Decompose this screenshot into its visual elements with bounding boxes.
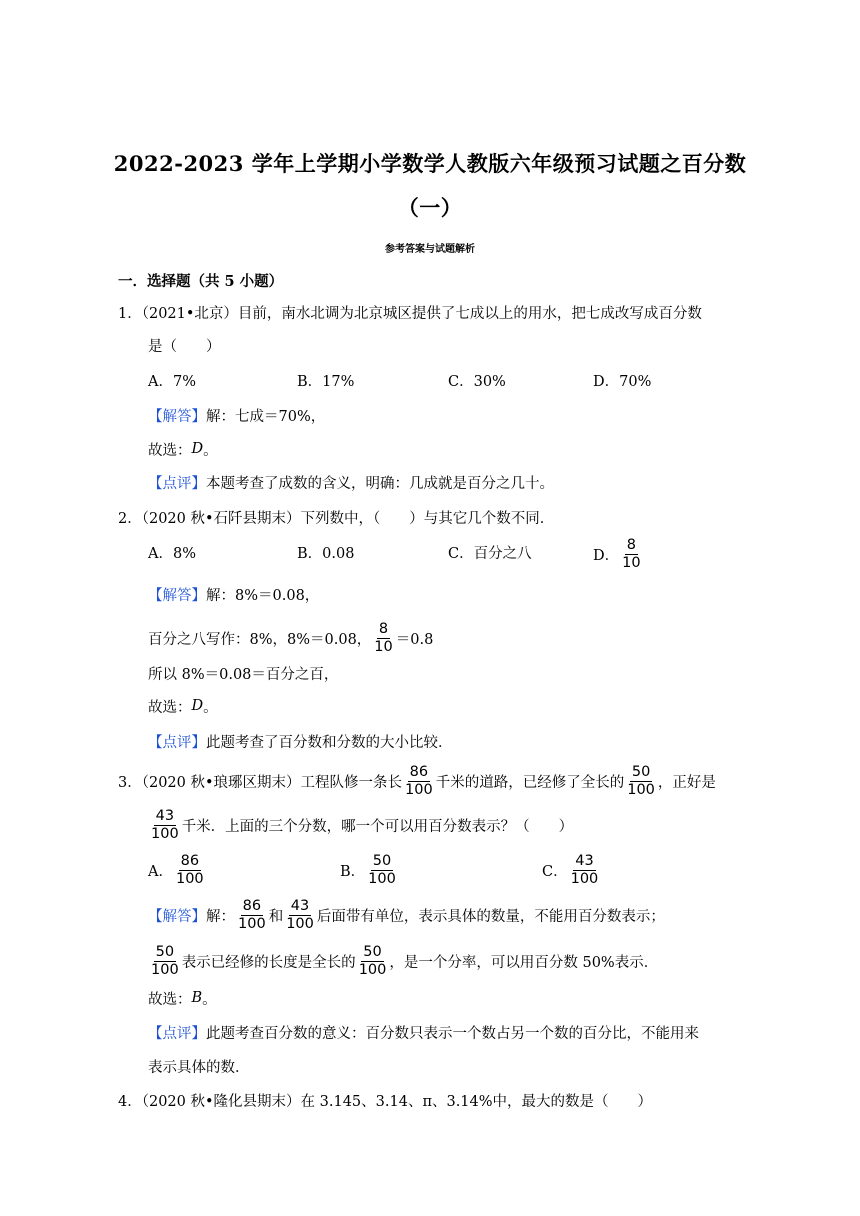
fraction: $\frac{50}{100}$ [358,943,387,978]
fraction: $\frac{50}{100}$ [151,943,179,978]
fraction: $\frac{43}{100}$ [570,852,599,887]
fraction: $\frac{43}{100}$ [286,897,314,932]
fraction: $\frac{86}{100}$ [238,897,266,932]
fraction: $\frac{86}{100}$ [405,763,433,798]
q3-option-b: B． $\frac{50}{100}$ [340,852,396,887]
document-title-line2: （一） [397,195,463,220]
q3-answer-line2: $\frac{50}{100}$ 表示已经修的长度是全长的 $\frac{50}{100}$ ，是一个分率，可以用百分数 50%表示． [151,943,659,978]
q3-comment-line1: 【点评】 此题考查百分数的意义：百分数只表示一个数占另一个数的百分比，不能用来 [148,1025,699,1042]
q2-option-b: B．0.08 [297,545,355,562]
fraction: $\frac{8}{10}$ [622,536,641,571]
q3-option-c: C． $\frac{43}{100}$ [542,852,599,887]
q1-option-a: A．7% [148,373,196,390]
q1-option-d: D．70% [593,373,652,390]
q1-comment: 【点评】 本题考查了成数的含义，明确：几成就是百分之几十。 [148,470,554,494]
fraction: $\frac{50}{100}$ [368,852,396,887]
fraction: $\frac{50}{100}$ [627,763,655,798]
q2-answer-line3: 所以 8%＝0.08＝百分之百， [148,666,339,683]
q3-choice: 故选： B 。 [148,990,217,1008]
q3-stem-line1: 3．（2020 秋•琅琊区期末）工程队修一条长 $\frac{86}{100}$ 千米的道路，已经修了全长的 $\frac{50}{100}$ ，正好是 [118,763,716,798]
q4-stem: 4．（2020 秋•隆化县期末）在 3.145、3.14、π、3.14%中，最大的数是（ ） [118,1093,653,1110]
q2-stem: 2．（2020 秋•石阡县期末）下列数中，（ ）与其它几个数不同． [118,510,555,527]
document-subtitle: 参考答案与试题解析 [385,244,475,255]
q1-option-c: C．30% [448,373,506,390]
q2-answer: 【解答】 解：8%＝0.08， [148,587,320,604]
q1-stem-line1: 1．（2021•北京）目前，南水北调为北京城区提供了七成以上的用水，把七成改写成百分数 [118,305,702,322]
q3-comment-line2: 表示具体的数． [148,1059,250,1076]
document-title: 2022-2023 学年上学期小学数学人教版六年级预习试题之百分数 [113,151,747,176]
q2-option-c: C．百分之八 [448,545,532,562]
fraction: $\frac{86}{100}$ [175,852,204,887]
q1-option-b: B．17% [297,373,355,390]
fraction: $\frac{8}{10}$ [374,620,393,655]
q3-stem-line2: $\frac{43}{100}$ 千米．上面的三个分数，哪一个可以用百分数表示？（ ） [151,807,574,842]
q1-choice: 故选： D 。 [148,441,218,459]
q2-comment: 【点评】 此题考查了百分数和分数的大小比较． [148,734,453,751]
q2-answer-line2: 百分之八写作：8%，8%＝0.08， $\frac{8}{10}$ ＝0.8 [148,620,434,655]
q1-stem-line2: 是（ ） [148,338,221,355]
answer-tag: 【解答】 [148,408,206,425]
q3-option-a: A． $\frac{86}{100}$ [148,852,204,887]
q2-option-d: D． $\frac{8}{10}$ [593,536,641,571]
q2-choice: 故选： D 。 [148,698,218,716]
comment-tag: 【点评】 [148,475,206,492]
q1-answer: 【解答】 解：七成＝70%， [148,403,325,427]
q3-answer-line1: 【解答】 解： $\frac{86}{100}$ 和 $\frac{43}{100}$ 后面带有单位，表示具体的数量，不能用百分数表示； [148,897,665,932]
fraction: $\frac{43}{100}$ [151,807,179,842]
q2-option-a: A．8% [148,545,196,562]
section-header: 一．选择题（共 5 小题） [118,272,284,290]
